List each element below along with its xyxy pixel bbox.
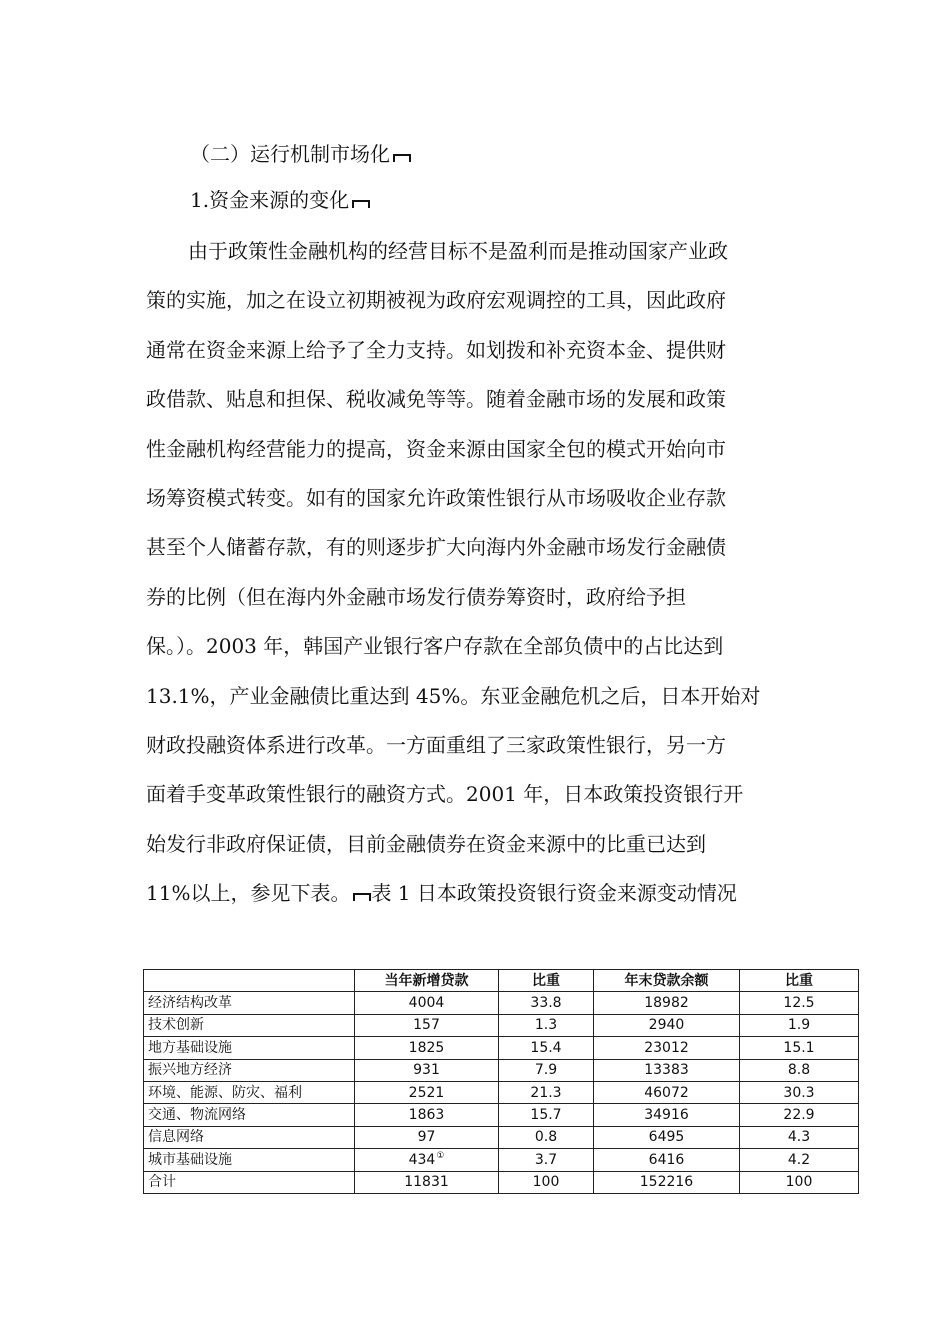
subsection-heading-text: 1.资金来源的变化: [190, 188, 350, 212]
subsection-heading: [190, 186, 370, 214]
table-cell: 振兴地方经济: [144, 1059, 355, 1081]
paragraph-line: 始发行非政府保证债，目前金融债券在资金来源中的比重已达到: [146, 831, 706, 856]
table-cell: 13383: [594, 1059, 740, 1081]
table-cell: 8.8: [740, 1059, 859, 1081]
table-cell: 合计: [144, 1171, 355, 1193]
table-cell: 6495: [594, 1126, 740, 1148]
table-header-cell: [144, 970, 355, 992]
table-cell: 4.2: [740, 1149, 859, 1171]
table-cell: 100: [740, 1171, 859, 1193]
table-header-row: [144, 970, 859, 992]
table-row: [144, 1081, 859, 1103]
paragraph-line: 13.1%，产业金融债比重达到 45%。东亚金融危机之后，日本开始对: [146, 683, 761, 708]
paragraph-line: 性金融机构经营能力的提高，资金来源由国家全包的模式开始向市: [146, 436, 726, 461]
table-header-cell: 年末贷款余额: [594, 970, 740, 992]
table-total-row: [144, 1171, 859, 1193]
table-cell: 18982: [594, 992, 740, 1014]
table-row: [144, 1149, 859, 1171]
table-cell: 34916: [594, 1104, 740, 1126]
table-cell: 21.3: [499, 1081, 594, 1103]
table-header-cell: 比重: [740, 970, 859, 992]
paragraph-line: 通常在资金来源上给予了全力支持。如划拨和补充资本金、提供财: [146, 337, 726, 362]
paragraph-line: 保。）。2003 年，韩国产业银行客户存款在全部负债中的占比达到: [146, 634, 724, 659]
table-cell: 15.1: [740, 1037, 859, 1059]
table-cell: 22.9: [740, 1104, 859, 1126]
table-cell: 2521: [355, 1081, 499, 1103]
table-cell: 3.7: [499, 1149, 594, 1171]
paragraph-line-text: 11%以上，参见下表。: [146, 881, 351, 906]
paragraph-line: [146, 876, 806, 925]
footnote-marker: ①: [436, 1150, 445, 1161]
table-cell: 4004: [355, 992, 499, 1014]
table-row: [144, 992, 859, 1014]
table-header-cell: 比重: [499, 970, 594, 992]
table-cell: 0.8: [499, 1126, 594, 1148]
table-cell: 1.9: [740, 1014, 859, 1036]
section-heading: [190, 140, 411, 168]
section-heading-text: （二）运行机制市场化: [190, 142, 390, 166]
table-cell: 1825: [355, 1037, 499, 1059]
table-cell: 30.3: [740, 1081, 859, 1103]
paragraph-line: 券的比例（但在海内外金融市场发行债券筹资时，政府给予担: [146, 584, 686, 609]
table-row: [144, 1059, 859, 1081]
table-cell: 信息网络: [144, 1126, 355, 1148]
table-cell: 经济结构改革: [144, 992, 355, 1014]
table-caption: 表 1 日本政策投资银行资金来源变动情况: [371, 881, 737, 906]
loan-table: [143, 969, 859, 1194]
table-cell: 33.8: [499, 992, 594, 1014]
table-cell: 4.3: [740, 1126, 859, 1148]
table-header-cell: 当年新增贷款: [355, 970, 499, 992]
table-cell: 152216: [594, 1171, 740, 1193]
table-cell: 1.3: [499, 1014, 594, 1036]
paragraph-line: 政借款、贴息和担保、税收减免等等。随着金融市场的发展和政策: [146, 387, 726, 412]
paragraph-line: 策的实施，加之在设立初期被视为政府宏观调控的工具，因此政府: [146, 288, 726, 313]
table-cell: 15.7: [499, 1104, 594, 1126]
table-cell: 100: [499, 1171, 594, 1193]
table-cell: 1863: [355, 1104, 499, 1126]
paragraph-line: 场筹资模式转变。如有的国家允许政策性银行从市场吸收企业存款: [146, 485, 726, 510]
paragraph-mark-icon: [353, 893, 371, 901]
paragraph-line: 甚至个人储蓄存款，有的则逐步扩大向海内外金融市场发行金融债: [146, 535, 726, 560]
body-paragraph: [146, 234, 806, 925]
table-cell: 技术创新: [144, 1014, 355, 1036]
paragraph-line: 由于政策性金融机构的经营目标不是盈利而是推动国家产业政: [188, 239, 728, 263]
table-row: [144, 1126, 859, 1148]
table-cell: 23012: [594, 1037, 740, 1059]
table-cell: [355, 1149, 499, 1171]
table-cell: 环境、能源、防灾、福利: [144, 1081, 355, 1103]
table-row: [144, 1014, 859, 1036]
table-row: [144, 1104, 859, 1126]
paragraph-mark-icon: [393, 154, 411, 162]
table-cell: 交通、物流网络: [144, 1104, 355, 1126]
table-cell: 12.5: [740, 992, 859, 1014]
paragraph-line: 面着手变革政策性银行的融资方式。2001 年，日本政策投资银行开: [146, 782, 744, 807]
table-cell: 2940: [594, 1014, 740, 1036]
table-cell-value: 434: [408, 1151, 436, 1168]
table-cell: 地方基础设施: [144, 1037, 355, 1059]
table-cell: 城市基础设施: [144, 1149, 355, 1171]
table-cell: 46072: [594, 1081, 740, 1103]
table-cell: 7.9: [499, 1059, 594, 1081]
table-cell: 15.4: [499, 1037, 594, 1059]
table-cell: 6416: [594, 1149, 740, 1171]
table-row: [144, 1037, 859, 1059]
table-cell: 931: [355, 1059, 499, 1081]
paragraph-mark-icon: [352, 200, 370, 208]
paragraph-line: 财政投融资体系进行改革。一方面重组了三家政策性银行，另一方: [146, 732, 726, 757]
table-cell: 97: [355, 1126, 499, 1148]
table-cell: 157: [355, 1014, 499, 1036]
table-cell: 11831: [355, 1171, 499, 1193]
